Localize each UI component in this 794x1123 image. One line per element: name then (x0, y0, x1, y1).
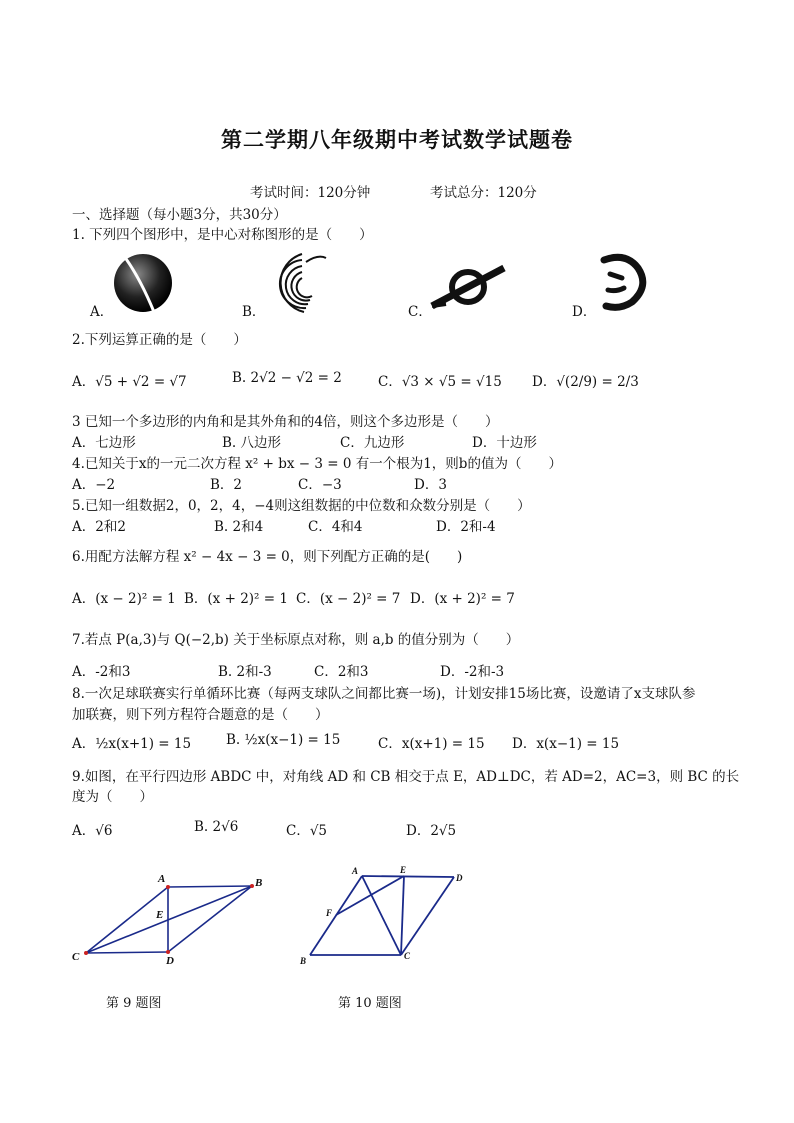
q8-option-c: C．x(x+1) = 15 (378, 736, 485, 752)
q4-option-d: D．3 (414, 477, 447, 493)
q6-stem: 6.用配方法解方程 x² − 4x − 3 = 0，则下列配方正确的是( ) (72, 549, 463, 565)
q5-option-a: A．2和2 (72, 519, 126, 535)
q3-option-a: A．七边形 (72, 435, 136, 451)
q5-option-d: D．2和-4 (436, 519, 496, 535)
q7-option-a: A．-2和3 (72, 664, 131, 680)
q2-option-a: A．√5 + √2 = √7 (72, 374, 187, 390)
q2-stem: 2.下列运算正确的是（ ） (72, 332, 247, 348)
fig10-label-b: B (300, 956, 307, 966)
q6-option-d: D．(x + 2)² = 7 (410, 591, 515, 607)
fig9-label-a: A (158, 873, 166, 885)
q3-option-d: D．十边形 (472, 435, 537, 451)
q3-option-b: B. 八边形 (222, 435, 282, 451)
q9-option-d: D．2√5 (406, 823, 457, 839)
q4-option-c: C．−3 (298, 477, 342, 493)
fig9-label-b: B (255, 877, 263, 889)
q5-option-c: C．4和4 (308, 519, 363, 535)
q7-option-c: C．2和3 (314, 664, 369, 680)
q2-option-c: C．√3 × √5 = √15 (378, 374, 502, 390)
exam-time: 考试时间：120分钟 (250, 185, 371, 201)
q6-option-b: B．(x + 2)² = 1 (184, 591, 288, 607)
q6-option-a: A．(x − 2)² = 1 (72, 591, 176, 607)
q8-option-b: B. ½x(x−1) = 15 (226, 732, 341, 748)
q8-line1: 8.一次足球联赛实行单循环比赛（每两支球队之间都比赛一场)，计划安排15场比赛，设邀请了x支球队参 (72, 686, 696, 702)
fig9-label-e: E (156, 909, 164, 921)
q7-stem: 7.若点 P(a,3)与 Q(−2,b) 关于坐标原点对称，则 a,b 的值分别为（ ） (72, 632, 520, 648)
q3-option-c: C．九边形 (340, 435, 405, 451)
figure-9-diagram (66, 866, 276, 968)
q6-option-c: C．(x − 2)² = 7 (296, 591, 401, 607)
q1-figure-a (110, 250, 176, 316)
q5-option-b: B. 2和4 (214, 519, 264, 535)
q4-stem: 4.已知关于x的一元二次方程 x² + bx − 3 = 0 有一个根为1，则b的值为（ ） (72, 456, 562, 472)
q9-option-a: A．√6 (72, 823, 113, 839)
q2-option-b: B. 2√2 − √2 = 2 (232, 370, 342, 386)
q2-option-d: D．√(2/9) = 2/3 (532, 374, 639, 390)
q7-option-d: D．-2和-3 (440, 664, 505, 680)
q1-figure-d (596, 250, 652, 314)
q1-label-c: C． (408, 304, 432, 320)
q7-option-b: B. 2和-3 (218, 664, 272, 680)
figure-10-caption: 第 10 题图 (338, 996, 402, 1011)
figure-9-caption: 第 9 题图 (106, 996, 162, 1011)
q8-option-d: D．x(x−1) = 15 (512, 736, 620, 752)
section-heading: 一、选择题（每小题3分，共30分） (72, 207, 287, 223)
q1-figure-b (262, 248, 332, 318)
q1-figure-c (430, 262, 506, 312)
q9-line2: 度为（ ） (72, 789, 153, 805)
fig9-label-c: C (72, 951, 80, 963)
fig9-label-d: D (166, 955, 174, 967)
q1-label-a: A． (90, 304, 114, 320)
q1-stem: 1. 下列四个图形中，是中心对称图形的是（ ） (72, 227, 373, 243)
fig10-label-c: C (404, 951, 411, 961)
q5-stem: 5.已知一组数据2，0，2，4，−4则这组数据的中位数和众数分别是（ ） (72, 498, 531, 514)
q4-option-b: B．2 (210, 477, 243, 493)
exam-score: 考试总分：120分 (430, 185, 537, 201)
q3-stem: 3 已知一个多边形的内角和是其外角和的4倍，则这个多边形是（ ） (72, 414, 499, 430)
fig10-label-d: D (456, 873, 463, 883)
q8-line2: 加联赛，则下列方程符合题意的是（ ） (72, 707, 329, 723)
figure-10-diagram (296, 862, 472, 966)
q9-option-b: B. 2√6 (194, 819, 239, 835)
page-title: 第二学期八年级期中考试数学试题卷 (221, 127, 573, 152)
q9-option-c: C．√5 (286, 823, 328, 839)
q1-label-d: D． (572, 304, 597, 320)
q4-option-a: A．−2 (72, 477, 116, 493)
q1-label-b: B． (242, 304, 266, 320)
q9-line1: 9.如图，在平行四边形 ABDC 中，对角线 AD 和 CB 相交于点 E，AD⊥DC，若 AD=2，AC=3，则 BC 的长 (72, 769, 740, 785)
fig10-label-f: F (326, 908, 333, 918)
fig10-label-e: E (400, 865, 407, 875)
q8-option-a: A．½x(x+1) = 15 (72, 736, 192, 752)
fig10-label-a: A (352, 866, 359, 876)
